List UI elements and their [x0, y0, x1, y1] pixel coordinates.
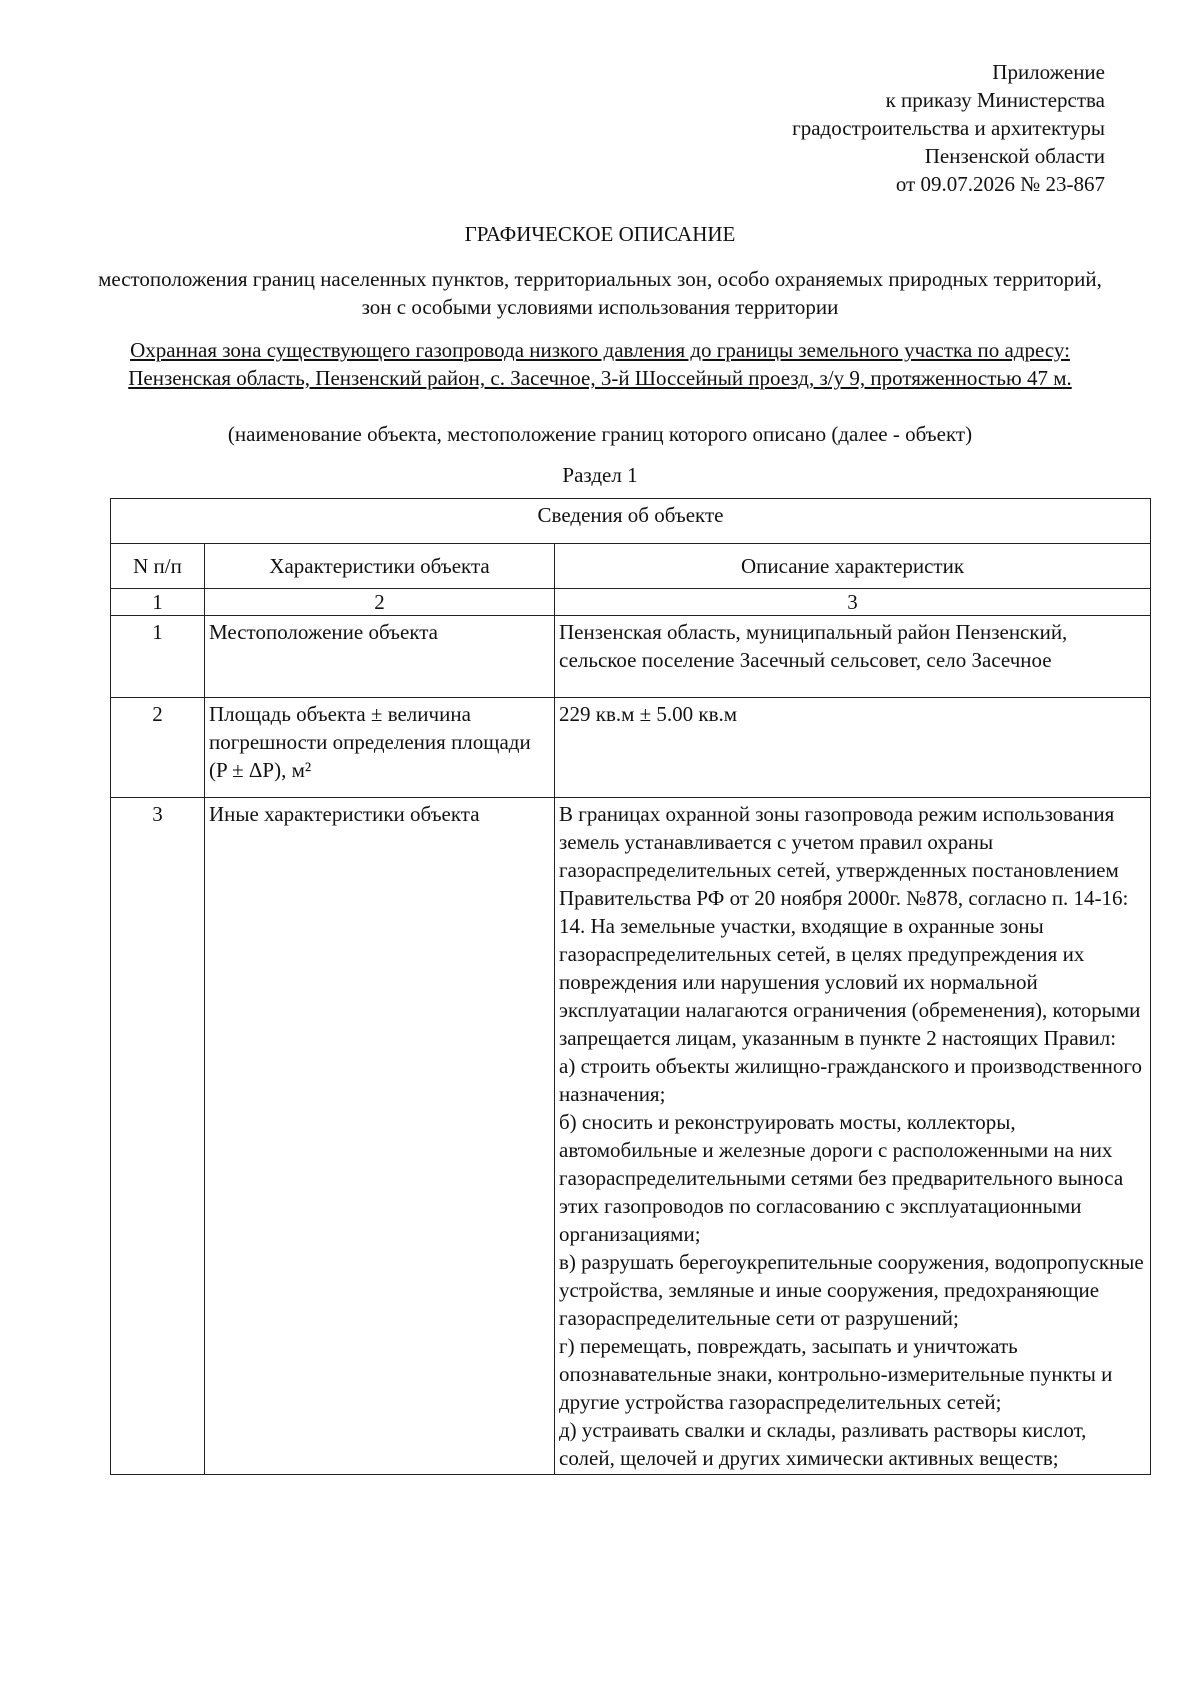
- column-number-row: [111, 589, 1151, 616]
- description-paragraph: а) строить объекты жилищно-гражданского и производственного назначения;: [559, 1054, 1143, 1106]
- document-subtitle: местоположения границ населенных пунктов, территориальных зон, особо охраняемых природных территорий, зон с особыми условиями использования территории: [98, 267, 1102, 319]
- description-paragraph: г) перемещать, повреждать, засыпать и уничтожать опознавательные знаки, контрольно-измерительные пункты и другие устройства газораспределительных сетей;: [559, 1334, 1113, 1414]
- row-number: 3: [111, 798, 205, 1475]
- appendix-order-date: от 09.07.2026 № 23-867: [895, 172, 1105, 196]
- table-caption: Сведения об объекте: [111, 499, 1151, 544]
- header-cell-number: N п/п: [111, 544, 205, 589]
- object-name-caption: (наименование объекта, местоположение границ которого описано (далее - объект): [227, 422, 973, 446]
- document-title: ГРАФИЧЕСКОЕ ОПИСАНИЕ: [464, 222, 736, 246]
- table-row: [111, 798, 1151, 1475]
- row-description: [555, 798, 1151, 1475]
- appendix-block: [545, 58, 1105, 198]
- column-number: 1: [111, 589, 205, 616]
- column-number: 2: [205, 589, 555, 616]
- table-row: [111, 616, 1151, 698]
- row-characteristic: Иные характеристики объекта: [205, 798, 555, 1475]
- appendix-line: Пензенской области: [924, 144, 1105, 168]
- header-cell-characteristic: Характеристики объекта: [205, 544, 555, 589]
- row-characteristic: Площадь объекта ± величина погрешности определения площади (P ± ΔP), м²: [205, 698, 555, 798]
- section-label: Раздел 1: [562, 463, 638, 487]
- appendix-line: к приказу Министерства: [885, 88, 1105, 112]
- object-info-table: [110, 498, 1151, 1475]
- row-number: 2: [111, 698, 205, 798]
- table-header-row: [111, 544, 1151, 589]
- appendix-line: градостроительства и архитектуры: [792, 116, 1105, 140]
- object-name: Охранная зона существующего газопровода низкого давления до границы земельного участка по адресу: Пензенская область, Пензенский район, с. Засечное, 3-й Шоссейный проезд, з/у 9, протяженностью 47 м.: [128, 338, 1072, 390]
- column-number: 3: [555, 589, 1151, 616]
- description-paragraph: Пензенская область, муниципальный район Пензенский, сельское поселение Засечный сельсовет, село Засечное: [559, 620, 1068, 672]
- header-cell-description: Описание характеристик: [555, 544, 1151, 589]
- row-description: [555, 698, 1151, 798]
- row-description: [555, 616, 1151, 698]
- appendix-line: Приложение: [992, 60, 1105, 84]
- description-paragraph: 229 кв.м ± 5.00 кв.м: [559, 702, 738, 726]
- description-paragraph: 14. На земельные участки, входящие в охранные зоны газораспределительных сетей, в целях предупреждения их повреждения или нарушения условий их нормальной эксплуатации налагаются ограничения (обременения), которыми запрещается лицам, указанным в пункте 2 настоящих Правил:: [559, 914, 1141, 1050]
- description-paragraph: в) разрушать берегоукрепительные сооружения, водопропускные устройства, земляные и иные сооружения, предохраняющие газораспределительные сети от разрушений;: [559, 1250, 1144, 1330]
- row-characteristic: Местоположение объекта: [205, 616, 555, 698]
- table-row: [111, 698, 1151, 798]
- description-paragraph: д) устраивать свалки и склады, разливать растворы кислот, солей, щелочей и других химически активных веществ;: [559, 1418, 1087, 1470]
- row-number: 1: [111, 616, 205, 698]
- description-paragraph: б) сносить и реконструировать мосты, коллекторы, автомобильные и железные дороги с расположенными на них газораспределительными сетями без предварительного выноса этих газопроводов по согласованию с эксплуатационными организациями;: [559, 1110, 1124, 1246]
- description-paragraph: В границах охранной зоны газопровода режим использования земель устанавливается с учетом правил охраны газораспределительных сетей, утвержденных постановлением Правительства РФ от 20 ноября 2000г. №878, согласно п. 14-16:: [559, 802, 1129, 910]
